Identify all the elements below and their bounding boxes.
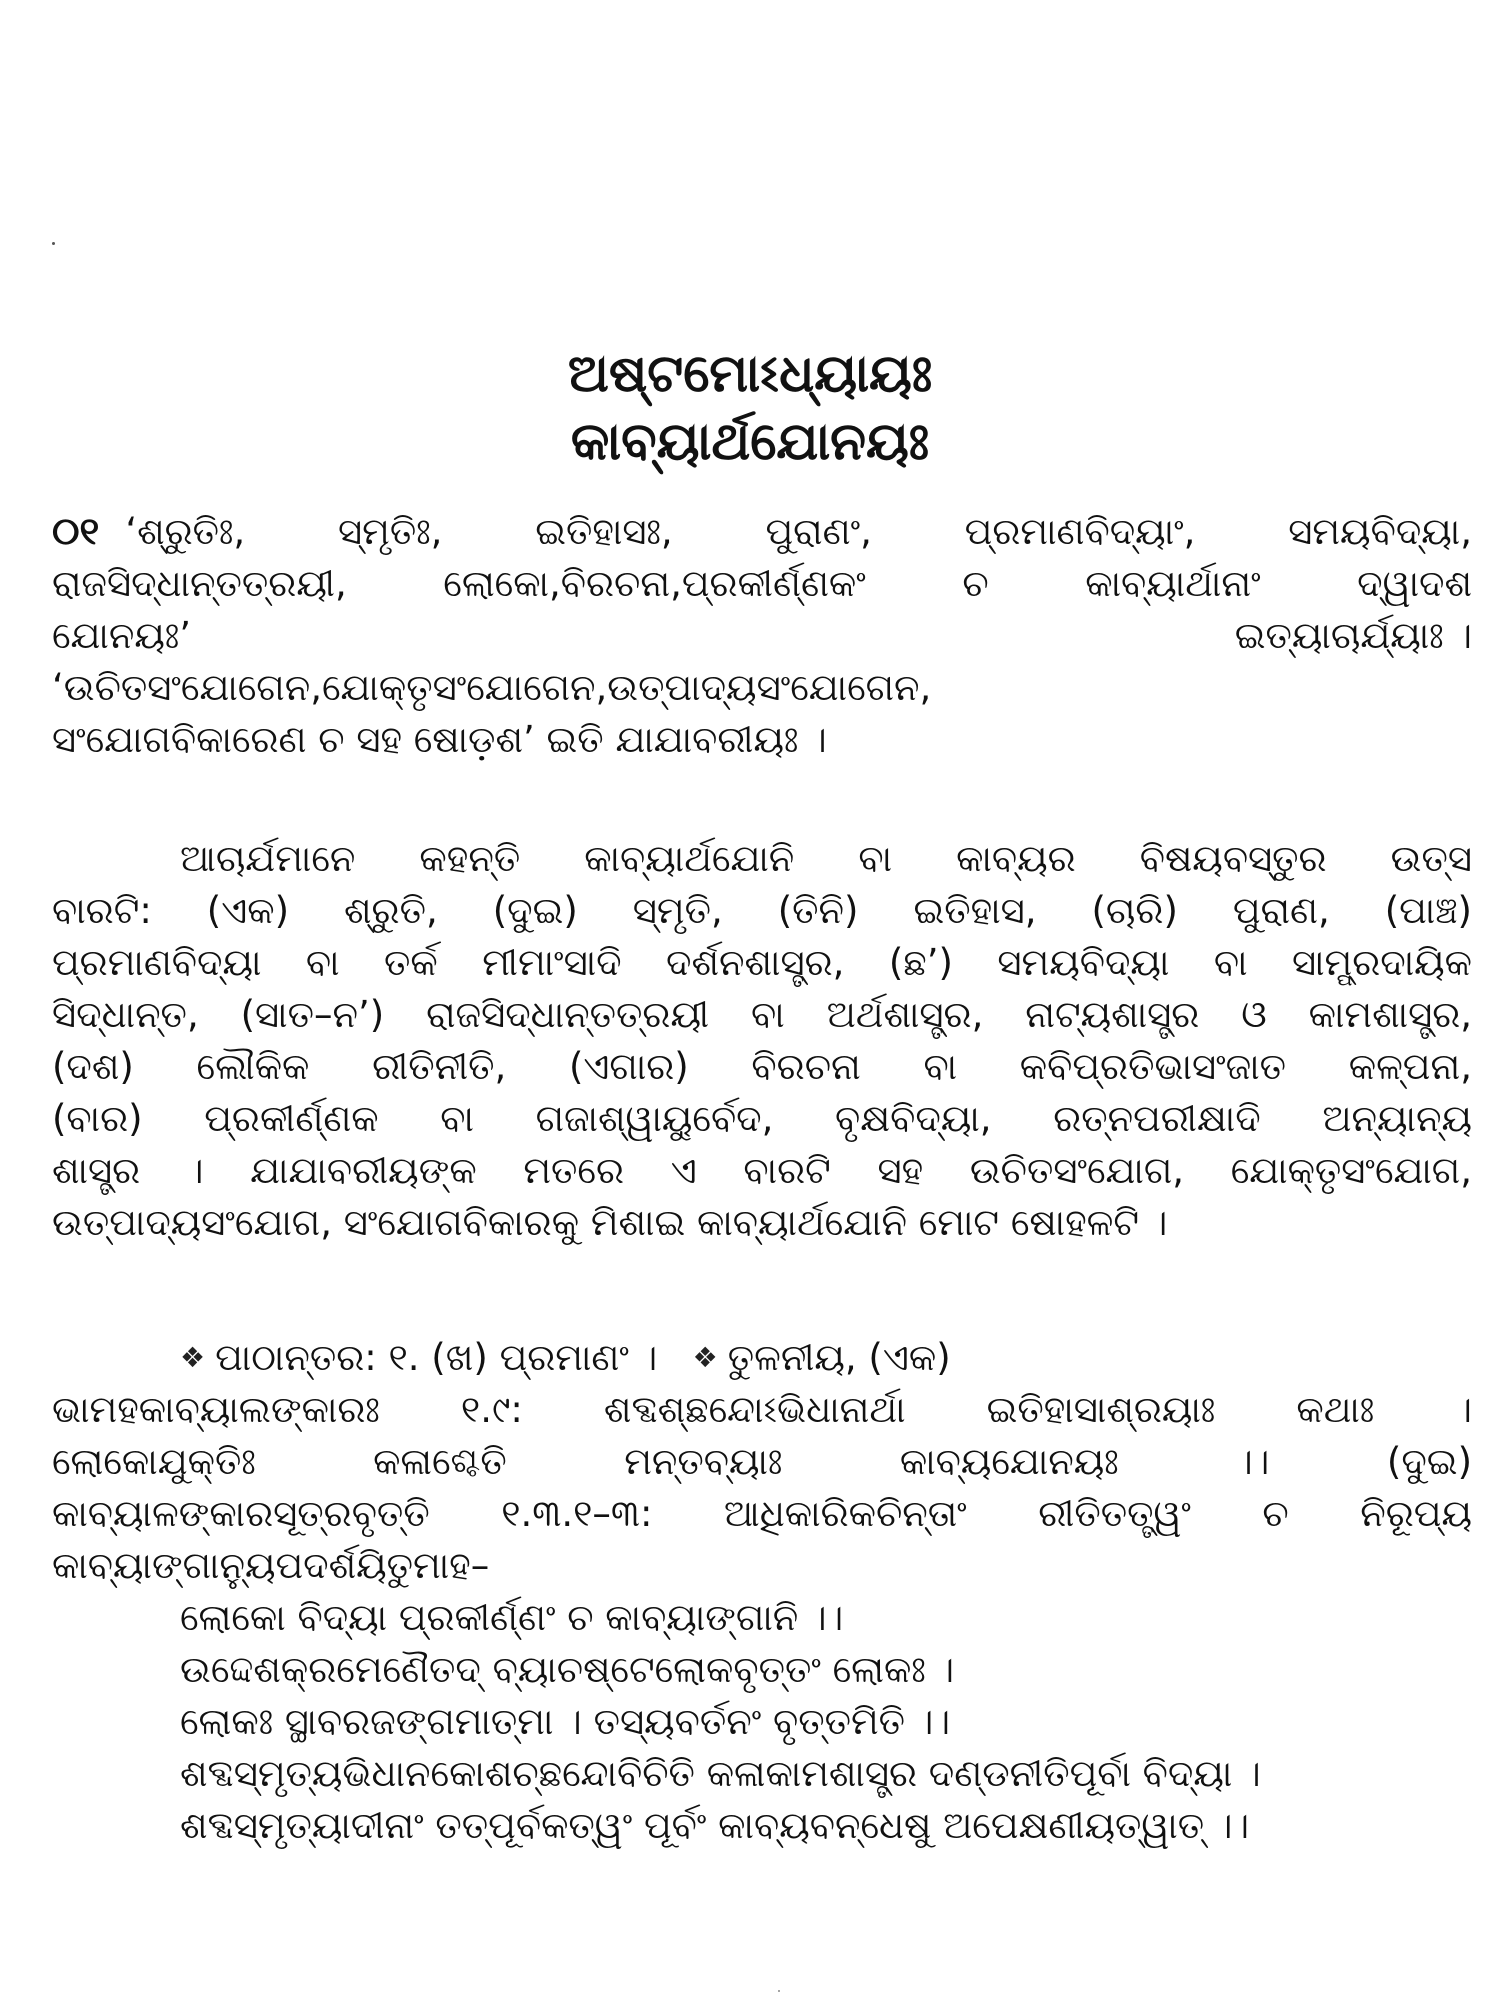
ornament-icon: ❖ (692, 1341, 718, 1374)
commentary-line: ଶାସ୍ତ୍ର । ଯାଯାବରୀୟଙ୍କ ମତରେ ଏ ବାରଟି ସହ ଉଚିତସଂଯୋଗ, ଯୋକ୍ତୃସଂଯୋଗ, (52, 1149, 1472, 1192)
commentary-line: (ଦଶ) ଲୌକିକ ରୀତିନୀତି, (ଏଗାର) ବିରଚନା ବା କବିପ୍ରତିଭାସଂଜାତ କଳ୍ପନା, (52, 1045, 1472, 1088)
notes-block (52, 1332, 1472, 1852)
sutra-line: ରାଜସିଦ୍ଧାନ୍ତତ୍ରୟୀ, ଲୋକୋ,ବିରଚନା,ପ୍ରକୀର୍ଣ୍ଣକଂ ଚ କାବ୍ୟାର୍ଥାନାଂ ଦ୍ୱାଦଶ (52, 562, 1472, 605)
sutra-line (52, 505, 1472, 558)
verse-line: ଲୋକୋ ବିଦ୍ୟା ପ୍ରକୀର୍ଣ୍ଣଂ ଚ କାବ୍ୟାଙ୍ଗାନି ।। (180, 1596, 844, 1639)
notes-line: କାବ୍ୟାଳଙ୍କାରସୂତ୍ରବୃତ୍ତି ୧.୩.୧–୩: ଆଧିକାରିକଚିନ୍ତାଂ ରୀତିତତ୍ତ୍ୱଂ ଚ ନିରୂପ୍ୟ (52, 1492, 1472, 1535)
attribution: ଇତ୍ୟାଚାର୍ଯ୍ୟାଃ । (1234, 614, 1472, 657)
scan-speck (52, 242, 55, 245)
chapter-title: ଅଷ୍ଟମୋଽଧ୍ୟାୟଃ (567, 344, 933, 404)
commentary-line: ପ୍ରମାଣବିଦ୍ୟା ବା ତର୍କ ମୀମାଂସାଦି ଦର୍ଶନଶାସ୍ତ୍ର, (ଛ’) ସମୟବିଦ୍ୟା ବା ସାମ୍ପ୍ରଦାୟିକ (52, 941, 1472, 984)
notes-line: ଭାମହକାବ୍ୟାଲଙ୍କାରଃ ୧.୯: ଶବ୍ଦଶ୍ଛନ୍ଦୋଽଭିଧାନାର୍ଥା ଇତିହାସାଶ୍ରୟାଃ କଥାଃ । (52, 1388, 1472, 1431)
commentary-line: ବାରଟି: (ଏକ) ଶ୍ରୁତି, (ଦୁଇ) ସ୍ମୃତି, (ତିନି) ଇତିହାସ, (ଚାରି) ପୁରାଣ, (ପାଞ୍ଚ) (52, 889, 1472, 932)
comparison-note: ତୁଳନୀୟ, (ଏକ) (727, 1336, 951, 1379)
sutra-line: ‘ଉଚିତସଂଯୋଗେନ,ଯୋକ୍ତୃସଂଯୋଗେନ,ଉତ୍ପାଦ୍ୟସଂଯୋଗେନ, (52, 666, 932, 709)
notes-line (52, 1332, 1472, 1384)
sutra-line: ସଂଯୋଗବିକାରେଣ ଚ ସହ ଷୋଡ଼ଶ’ ଇତି ଯାଯାବରୀୟଃ । (52, 718, 827, 761)
commentary-line: (ବାର) ପ୍ରକୀର୍ଣ୍ଣକ ବା ଗଜାଶ୍ୱାୟୁର୍ବେଦ, ବୃକ୍ଷବିଦ୍ୟା, ରତ୍ନପରୀକ୍ଷାଦି ଅନ୍ୟାନ୍ୟ (52, 1097, 1472, 1140)
verse-line: ଉଦ୍ଦେଶକ୍ରମେଣୈତଦ୍ ବ୍ୟାଚଷ୍ଟେଲୋକବୃତ୍ତଂ ଲୋକଃ । (180, 1648, 955, 1691)
commentary-line: ଆଚାର୍ଯମାନେ କହନ୍ତି କାବ୍ୟାର୍ଥଯୋନି ବା କାବ୍ୟର ବିଷୟବସ୍ତୁର ଉତ୍ସ (180, 837, 1472, 880)
sutra-text: ଯୋନୟଃ’ (52, 614, 192, 657)
sutra-number: ୦୧ (52, 509, 100, 553)
verse-line: ଶବ୍ଦସ୍ମୃତ୍ୟଭିଧାନକୋଶଚ୍ଛନ୍ଦୋବିଚିତି କଳାକାମଶାସ୍ତ୍ର ଦଣ୍ଡନୀତିପୂର୍ବା ବିଦ୍ୟା । (180, 1752, 1261, 1795)
scan-speck (778, 1990, 780, 1992)
notes-line: କାବ୍ୟାଙ୍ଗାନ୍ୟୁପଦର୍ଶୟିତୁମାହ– (52, 1544, 490, 1587)
commentary-block (52, 833, 1472, 1249)
sutra-block (52, 505, 1472, 766)
chapter-subtitle: କାବ୍ୟାର୍ଥଯୋନୟଃ (570, 412, 930, 472)
commentary-line: ସିଦ୍ଧାନ୍ତ, (ସାତ–ନ’) ରାଜସିଦ୍ଧାନ୍ତତ୍ରୟୀ ବା ଅର୍ଥଶାସ୍ତ୍ର, ନାଟ୍ୟଶାସ୍ତ୍ର ଓ କାମଶାସ୍ତ୍ର, (52, 993, 1472, 1036)
notes-line: ଲୋକୋଯୁକ୍ତିଃ କଳାଶ୍ଚେତି ମନ୍ତବ୍ୟାଃ କାବ୍ୟଯୋନୟଃ ।। (ଦୁଇ) (52, 1440, 1472, 1483)
verse-line: ଲୋକଃ ସ୍ଥାବରଜଙ୍ଗମାତ୍ମା । ତସ୍ୟବର୍ତନଂ ବୃତ୍ତମିତି ।। (180, 1700, 951, 1743)
verse-line: ଶବ୍ଦସ୍ମୃତ୍ୟାଦୀନାଂ ତତ୍ପୂର୍ବକତ୍ୱଂ ପୂର୍ବଂ କାବ୍ୟବନ୍ଧେଷୁ ଅପେକ୍ଷଣୀୟତ୍ୱାତ୍ ।। (180, 1804, 1250, 1847)
sutra-text: ‘ଶ୍ରୁତିଃ, ସ୍ମୃତିଃ, ଇତିହାସଃ, ପୁରାଣଂ, ପ୍ରମାଣବିଦ୍ୟାଂ, ସମୟବିଦ୍ୟା, (125, 510, 1472, 553)
sutra-line (52, 610, 1472, 662)
commentary-line: ଉତ୍ପାଦ୍ୟସଂଯୋଗ, ସଂଯୋଗବିକାରକୁ ମିଶାଇ କାବ୍ୟାର୍ଥଯୋନି ମୋଟ ଷୋହଳଟି । (52, 1201, 1168, 1244)
ornament-icon: ❖ (180, 1341, 206, 1374)
variant-reading: ପାଠାନ୍ତର: ୧. (ଖ) ପ୍ରମାଣଂ । (215, 1336, 658, 1379)
